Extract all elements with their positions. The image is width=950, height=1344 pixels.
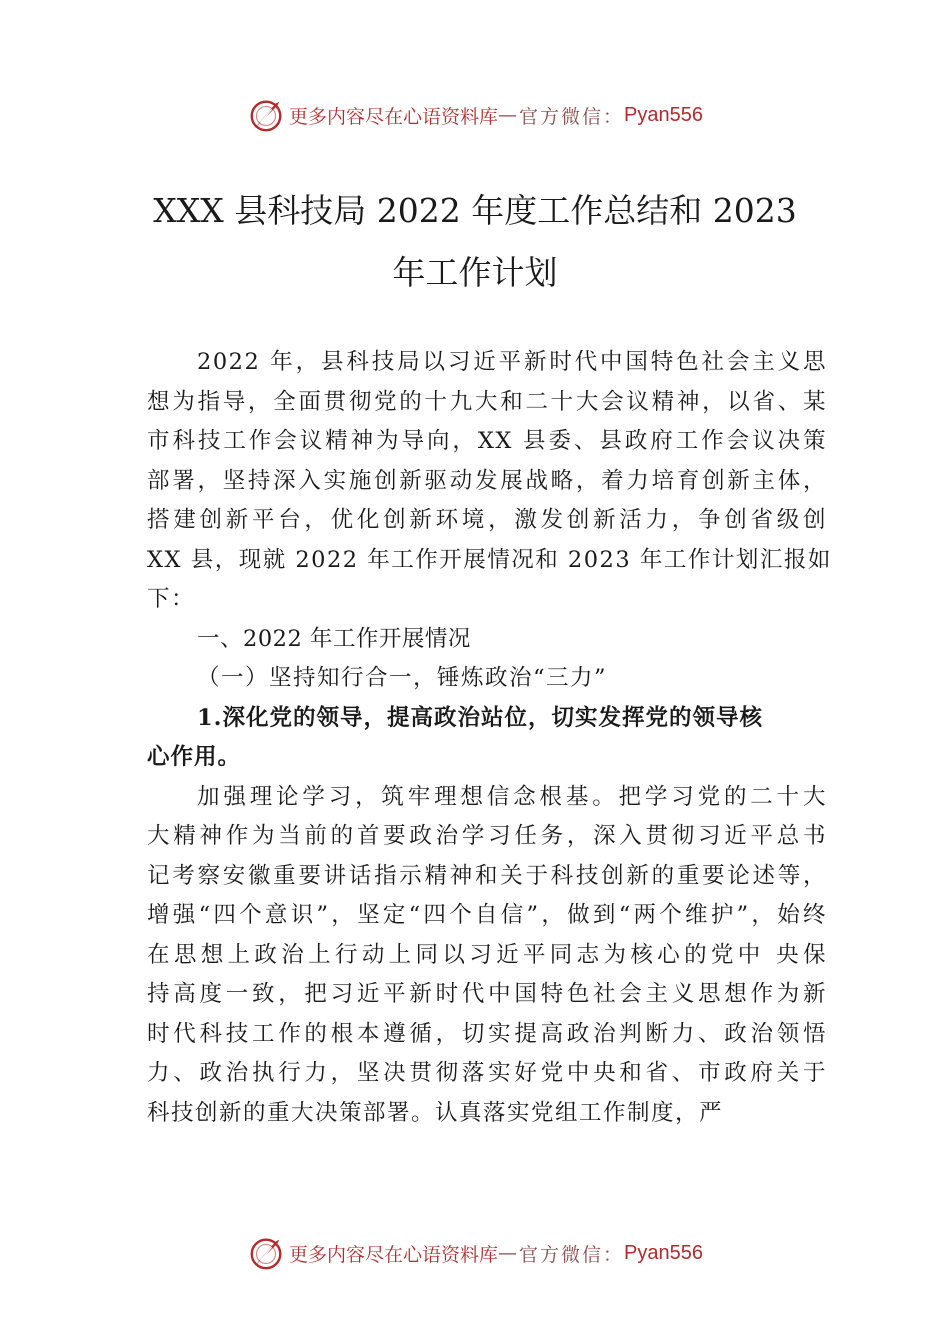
paragraph-line: 加强理论学习，筑牢理想信念根基。把学习党的二十大 [197, 783, 827, 810]
watermark-site-text: 更多内容尽在心语资料库 [289, 1243, 499, 1266]
section-heading: 一、2022 年工作开展情况 [197, 625, 471, 652]
intro-line: 2022 年，县科技局以习近平新时代中国特色社会主义思 [197, 349, 827, 375]
item-heading-line: 1.深化党的领导，提高政治站位，切实发挥党的领导核 [197, 704, 763, 731]
paragraph-line: 力、政治执行力，坚决贯彻落实好党中央和省、市政府关于 [147, 1060, 827, 1086]
intro-line: 市科技工作会议精神为导向，XX 县委、县政府工作会议决策 [147, 428, 827, 454]
watermark-site-text: 更多内容尽在心语资料库 [289, 105, 499, 128]
watermark-handle: Pyan556 [624, 1241, 703, 1264]
watermark-label: 官方微信： [519, 105, 625, 128]
paragraph-line: 科技创新的重大决策部署。认真落实党组工作制度，严 [147, 1099, 724, 1126]
watermark-dash: — [498, 104, 520, 126]
watermark-label: 官方微信： [519, 1243, 625, 1266]
paragraph-line: 增强“四个意识”，坚定“四个自信”，做到“两个维护”，始终 [147, 902, 827, 928]
paragraph-line: 持高度一致，把习近平新时代中国特色社会主义思想作为新 [147, 981, 827, 1007]
intro-line: 下： [147, 586, 196, 612]
subsection-heading: （一）坚持知行合一，锤炼政治“三力” [197, 665, 608, 691]
watermark-handle: Pyan556 [624, 103, 703, 126]
intro-line: 部署，坚持深入实施创新驱动发展战略，着力培育创新主体， [147, 467, 827, 494]
paragraph-line: 在思想上政治上行动上同以习近平同志为核心的党中 央保 [147, 941, 827, 968]
quill-logo-icon [247, 96, 285, 134]
document-title-line-2: 年工作计划 [392, 253, 558, 292]
paragraph-line: 大精神作为当前的首要政治学习任务，深入贯彻习近平总书 [147, 823, 827, 849]
document-title-line-1: XXX 县科技局 2022 年度工作总结和 2023 [153, 191, 797, 230]
intro-line: 搭建创新平台，优化创新环境，激发创新活力，争创省级创 [147, 507, 827, 533]
paragraph-line: 时代科技工作的根本遵循，切实提高政治判断力、政治领悟 [147, 1020, 827, 1047]
watermark-header [0, 95, 950, 135]
watermark-dash: — [498, 1242, 520, 1264]
intro-line: XX 县，现就 2022 年工作开展情况和 2023 年工作计划汇报如 [147, 546, 832, 573]
document-body [147, 343, 832, 1133]
watermark-footer [0, 1233, 950, 1273]
item-heading-line: 心作用。 [147, 744, 242, 770]
quill-logo-icon [247, 1234, 285, 1272]
intro-line: 想为指导，全面贯彻党的十九大和二十大会议精神，以省、某 [147, 388, 827, 415]
paragraph-line: 记考察安徽重要讲话指示精神和关于科技创新的重要论述等， [147, 862, 827, 889]
